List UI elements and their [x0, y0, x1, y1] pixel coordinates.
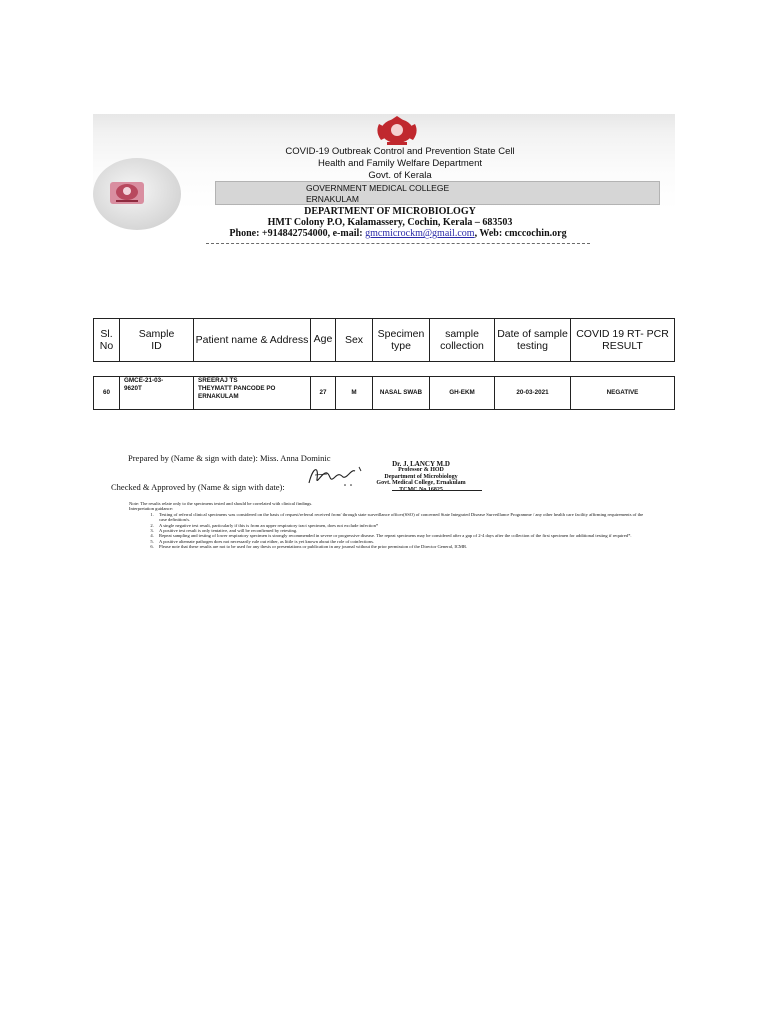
notes-list — [129, 512, 649, 550]
col-specimen-label-2: type — [391, 340, 411, 352]
col-sl-no-label: Sl. — [100, 328, 113, 340]
list-item: 4. Repeat sampling and testing of lower respiratory specimen is strongly recommended in severe or progressive disease. The repeat specimens may be considered after a gap of 2-4 days after the collection of the first specimen for additional testing if required*. — [155, 533, 649, 538]
web-text: , Web: cmccochin.org — [474, 228, 567, 239]
kerala-emblem-icon — [371, 116, 423, 146]
list-item: 2. A single negative test result, particularly if this is from an upper respiratory tract specimen, does not exclude infection* — [155, 523, 649, 528]
stamp-dept: Department of Microbiology — [384, 473, 458, 480]
email-link[interactable]: gmcmicrockm@gmail.com — [365, 228, 475, 239]
cell-sample-id-2: 9620T — [124, 385, 142, 392]
college-name: GOVERNMENT MEDICAL COLLEGE — [306, 183, 450, 193]
col-date — [495, 319, 571, 361]
stamp-college: Govt. Medical College, Ernakulam — [376, 480, 466, 487]
patient-address-1: THEYMATT PANCODE PO — [198, 385, 276, 392]
col-sl-no-label-2: No — [99, 340, 114, 352]
patient-address-2: ERNAKULAM — [198, 393, 239, 400]
stamp-reg: TCMC No.16825 — [399, 486, 443, 493]
col-date-label: Date of sample — [497, 328, 568, 340]
prepared-by: Prepared by (Name & sign with date): Miss. Anna Dominic — [128, 453, 331, 463]
header-line-1: COVID-19 Outbreak Control and Prevention State Cell — [285, 146, 515, 157]
col-result-label-2: RESULT — [602, 340, 643, 352]
col-sample-id-label-2: ID — [151, 340, 162, 352]
results-table-header — [93, 318, 675, 362]
list-item: 3. A positive test result is only tentative, and will be reconfirmed by retesting. — [155, 528, 649, 533]
signature-scribble — [305, 461, 365, 489]
notes-intro: Note: The results relate only to the specimens tested and should be correlated with clinical findings. — [129, 501, 313, 506]
checked-approved-by: Checked & Approved by (Name & sign with date): — [111, 482, 285, 492]
cell-patient — [194, 377, 311, 409]
stamp-underline — [392, 490, 482, 491]
notes-guidance: Interpretation guidance: — [129, 506, 174, 512]
stamp-title: Professor & HOD — [398, 467, 444, 474]
table-row — [93, 376, 675, 410]
col-patient: Patient name & Address — [194, 319, 311, 361]
notes-section — [129, 501, 649, 550]
department-address: HMT Colony P.O, Kalamassery, Cochin, Kerala – 683503 — [267, 217, 513, 228]
col-result — [571, 319, 674, 361]
header-divider — [206, 243, 590, 244]
header-line-3: Govt. of Kerala — [368, 170, 432, 181]
header-line-2: Health and Family Welfare Department — [317, 158, 483, 169]
header-row — [93, 318, 675, 362]
list-item: 6. Please note that these results are not to be used for any thesis or presentations or publication in any journal without the prior permission of the Director General, ICMR. — [155, 544, 649, 549]
patient-name: SREERAJ TS — [198, 377, 238, 384]
col-sample-id — [120, 319, 194, 361]
doctor-stamp — [366, 461, 476, 493]
college-emblem-icon — [108, 180, 146, 206]
col-specimen — [373, 319, 430, 361]
col-sl-no — [94, 319, 120, 361]
cell-specimen: NASAL SWAB — [373, 377, 430, 409]
col-date-label-2: testing — [517, 340, 548, 352]
phone-text: Phone: +914842754000, e-mail: — [229, 228, 366, 239]
cell-result: NEGATIVE — [606, 389, 639, 396]
cell-sex: M — [336, 377, 373, 409]
cell-collection: GH-EKM — [430, 377, 495, 409]
cell-sample-id-1: GMCE-21-03- — [124, 377, 164, 384]
col-result-label: COVID 19 RT- PCR — [576, 328, 669, 340]
cell-sl-no: 60 — [94, 377, 120, 409]
col-specimen-label: Specimen — [377, 328, 425, 340]
cell-date: 20-03-2021 — [495, 377, 571, 409]
department-title: DEPARTMENT OF MICROBIOLOGY — [304, 206, 476, 217]
cell-age: 27 — [311, 377, 336, 409]
contact-line — [206, 228, 590, 239]
col-collection — [430, 319, 495, 361]
list-item: 1. Testing of referral clinical specimens was considered on the basis of request/referral received from/ through state surveillance officer(SSO) of concerned State Integrated Disease Surveillance Programme / any other health care facility affirming requirements of the case definition/s. — [155, 512, 649, 523]
list-item: 5. A positive alternate pathogen does not necessarily rule out either, as little is yet known about the role of coinfections. — [155, 539, 649, 544]
col-sample-id-label: Sample — [138, 328, 175, 340]
col-collection-label: sample — [445, 328, 479, 340]
col-sex: Sex — [336, 319, 373, 361]
stamp-name: Dr. J. LANCY M.D — [392, 460, 450, 468]
col-age: Age — [311, 319, 336, 361]
college-city: ERNAKULAM — [306, 194, 359, 204]
col-collection-label-2: collection — [440, 340, 484, 352]
cell-sample-id — [120, 377, 194, 409]
